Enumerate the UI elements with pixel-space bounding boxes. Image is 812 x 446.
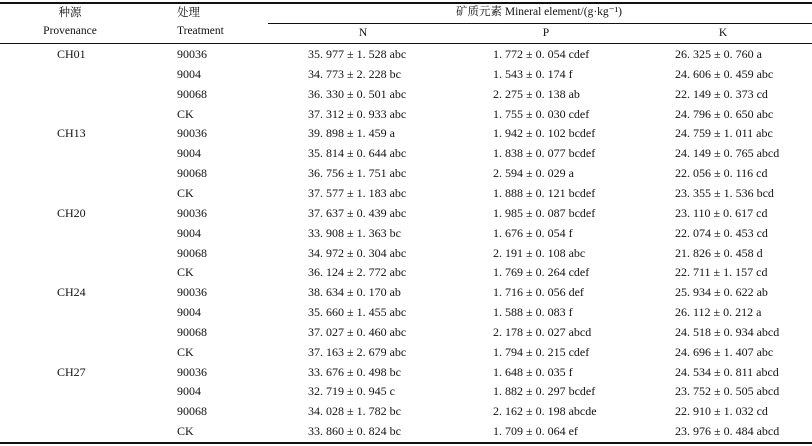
cell-k: 24. 759 ± 1. 011 abc <box>675 126 773 141</box>
cell-treatment: 90036 <box>177 205 207 220</box>
cell-treatment: 90036 <box>177 364 207 379</box>
table-row <box>0 123 812 143</box>
cell-n: 34. 028 ± 1. 782 bc <box>308 404 401 419</box>
cell-p: 2. 594 ± 0. 029 a <box>493 166 574 181</box>
table-row <box>0 421 812 441</box>
bottom-rule <box>0 442 812 444</box>
cell-n: 37. 637 ± 0. 439 abc <box>308 205 407 220</box>
cell-treatment: 90036 <box>177 126 207 141</box>
cell-provenance: CH24 <box>57 285 86 300</box>
cell-k: 23. 976 ± 0. 484 abcd <box>675 424 780 439</box>
mineral-subrule <box>268 23 812 24</box>
cell-p: 1. 882 ± 0. 297 bcdef <box>493 384 596 399</box>
cell-k: 22. 711 ± 1. 157 cd <box>675 265 768 280</box>
cell-k: 23. 110 ± 0. 617 cd <box>675 205 768 220</box>
cell-n: 37. 163 ± 2. 679 abc <box>308 344 407 359</box>
cell-treatment: 90036 <box>177 285 207 300</box>
table-row <box>0 322 812 342</box>
cell-p: 2. 162 ± 0. 198 abcde <box>493 404 597 419</box>
header-provenance-cn: 种源 <box>58 7 82 19</box>
table-row <box>0 223 812 243</box>
table-row <box>0 362 812 382</box>
cell-k: 24. 696 ± 1. 407 abc <box>675 344 774 359</box>
cell-n: 36. 124 ± 2. 772 abc <box>308 265 407 280</box>
cell-n: 33. 860 ± 0. 824 bc <box>308 424 401 439</box>
cell-k: 22. 910 ± 1. 032 cd <box>675 404 768 419</box>
table-row <box>0 381 812 401</box>
cell-p: 1. 588 ± 0. 083 f <box>493 305 573 320</box>
cell-provenance: CH27 <box>57 364 86 379</box>
cell-k: 23. 355 ± 1. 536 bcd <box>675 185 774 200</box>
header-p: P <box>542 27 550 39</box>
header-mineral-element: 矿质元素 Mineral element/(g·kg⁻¹) <box>455 6 623 18</box>
header-treatment-cn: 处理 <box>177 7 200 19</box>
cell-k: 26. 112 ± 0. 212 a <box>675 305 762 320</box>
cell-k: 23. 752 ± 0. 505 abcd <box>675 384 780 399</box>
cell-k: 22. 149 ± 0. 373 cd <box>675 86 768 101</box>
cell-n: 35. 977 ± 1. 528 abc <box>308 47 407 61</box>
cell-k: 24. 796 ± 0. 650 abc <box>675 106 774 121</box>
cell-n: 37. 312 ± 0. 933 abc <box>308 106 407 121</box>
cell-p: 1. 648 ± 0. 035 f <box>493 364 573 379</box>
cell-treatment: CK <box>177 185 194 200</box>
cell-p: 1. 755 ± 0. 030 cdef <box>493 106 590 121</box>
table-row <box>0 282 812 302</box>
cell-n: 39. 898 ± 1. 459 a <box>308 126 395 141</box>
cell-n: 34. 972 ± 0. 304 abc <box>308 245 407 260</box>
cell-n: 33. 676 ± 0. 498 bc <box>308 364 401 379</box>
cell-k: 22. 074 ± 0. 453 cd <box>675 225 768 240</box>
table-row <box>0 104 812 124</box>
table-row <box>0 262 812 282</box>
cell-p: 1. 985 ± 0. 087 bcdef <box>493 205 596 220</box>
cell-k: 26. 325 ± 0. 760 a <box>675 47 762 61</box>
cell-n: 36. 330 ± 0. 501 abc <box>308 86 407 101</box>
cell-n: 38. 634 ± 0. 170 ab <box>308 285 401 300</box>
cell-p: 1. 838 ± 0. 077 bcdef <box>493 146 596 161</box>
cell-treatment: 9004 <box>177 305 201 320</box>
cell-p: 1. 942 ± 0. 102 bcdef <box>493 126 596 141</box>
cell-n: 34. 773 ± 2. 228 bc <box>308 66 401 81</box>
cell-p: 2. 275 ± 0. 138 ab <box>493 86 580 101</box>
table-row <box>0 243 812 263</box>
cell-n: 37. 577 ± 1. 183 abc <box>308 185 407 200</box>
table-row <box>0 203 812 223</box>
cell-p: 1. 769 ± 0. 264 cdef <box>493 265 590 280</box>
cell-p: 1. 676 ± 0. 054 f <box>493 225 573 240</box>
table-row <box>0 163 812 183</box>
top-rule <box>0 2 812 4</box>
cell-treatment: 90068 <box>177 404 207 419</box>
cell-k: 21. 826 ± 0. 458 d <box>675 245 763 260</box>
header-k: K <box>718 27 728 39</box>
cell-provenance: CH01 <box>57 47 86 61</box>
cell-p: 1. 709 ± 0. 064 ef <box>493 424 578 439</box>
cell-n: 32. 719 ± 0. 945 c <box>308 384 395 399</box>
cell-treatment: CK <box>177 265 194 280</box>
cell-p: 1. 716 ± 0. 056 def <box>493 285 584 300</box>
cell-k: 24. 518 ± 0. 934 abcd <box>675 324 780 339</box>
cell-treatment: 9004 <box>177 225 201 240</box>
header-n: N <box>358 27 368 39</box>
table-row <box>0 302 812 322</box>
cell-n: 37. 027 ± 0. 460 abc <box>308 324 407 339</box>
header-provenance-en: Provenance <box>43 25 97 37</box>
cell-n: 36. 756 ± 1. 751 abc <box>308 166 407 181</box>
cell-treatment: 9004 <box>177 384 201 399</box>
cell-treatment: 90068 <box>177 86 207 101</box>
cell-k: 24. 534 ± 0. 811 abcd <box>675 364 779 379</box>
cell-k: 24. 606 ± 0. 459 abc <box>675 66 774 81</box>
cell-n: 35. 660 ± 1. 455 abc <box>308 305 407 320</box>
cell-p: 1. 772 ± 0. 054 cdef <box>493 47 590 61</box>
cell-n: 35. 814 ± 0. 644 abc <box>308 146 407 161</box>
cell-treatment: 9004 <box>177 66 201 81</box>
cell-treatment: CK <box>177 106 194 121</box>
table-row <box>0 143 812 163</box>
cell-treatment: 90068 <box>177 166 207 181</box>
cell-k: 25. 934 ± 0. 622 ab <box>675 285 768 300</box>
header-treatment-en: Treatment <box>177 25 224 37</box>
table-row <box>0 183 812 203</box>
cell-treatment: CK <box>177 344 194 359</box>
table-row <box>0 401 812 421</box>
cell-treatment: 90068 <box>177 324 207 339</box>
cell-p: 2. 178 ± 0. 027 abcd <box>493 324 592 339</box>
cell-k: 22. 056 ± 0. 116 cd <box>675 166 768 181</box>
cell-k: 24. 149 ± 0. 765 abcd <box>675 146 780 161</box>
cell-treatment: 90068 <box>177 245 207 260</box>
table-row <box>0 64 812 84</box>
cell-p: 1. 888 ± 0. 121 bcdef <box>493 185 596 200</box>
cell-p: 1. 794 ± 0. 215 cdef <box>493 344 590 359</box>
cell-treatment: 9004 <box>177 146 201 161</box>
table-row <box>0 44 812 64</box>
cell-provenance: CH13 <box>57 126 86 141</box>
cell-p: 1. 543 ± 0. 174 f <box>493 66 573 81</box>
cell-p: 2. 191 ± 0. 108 abc <box>493 245 586 260</box>
cell-treatment: 90036 <box>177 47 207 61</box>
cell-provenance: CH20 <box>57 205 86 220</box>
cell-treatment: CK <box>177 424 194 439</box>
table-row <box>0 342 812 362</box>
cell-n: 33. 908 ± 1. 363 bc <box>308 225 401 240</box>
table-row <box>0 84 812 104</box>
